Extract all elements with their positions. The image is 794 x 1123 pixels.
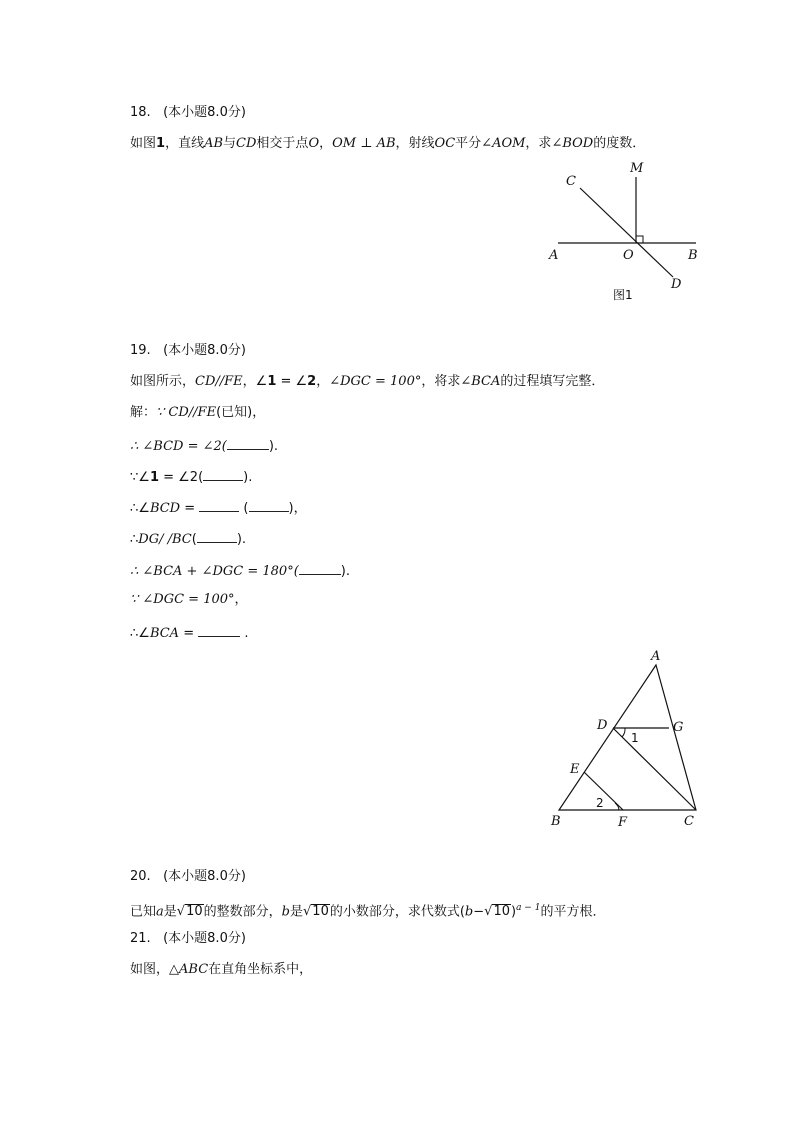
- text-run: ，直线: [165, 136, 205, 151]
- text-run: 如图所示，: [130, 374, 196, 389]
- triangle-abc: [559, 665, 696, 810]
- q20-text-c: 的整数部分，: [203, 904, 282, 920]
- q19-points: (本小题8.0分): [163, 343, 246, 358]
- q20-radicand-1: 10: [186, 904, 203, 920]
- label-a: A: [549, 248, 559, 263]
- q19-step-8: [130, 622, 249, 643]
- answer-blank: [199, 497, 239, 512]
- label-angle-1: 1: [631, 731, 639, 745]
- text-run: ∴: [130, 532, 139, 547]
- q21-header: [130, 930, 246, 948]
- text-run: ∴ ∠BCA + ∠DGC = 180°(: [130, 564, 299, 579]
- text-run: 的度数．: [593, 136, 646, 151]
- label-e: E: [570, 762, 580, 777]
- q20-text-a: 已知: [130, 904, 157, 920]
- answer-blank: [227, 435, 269, 450]
- q19-step-2: [130, 435, 278, 456]
- text-run: (: [191, 532, 197, 547]
- q19-step-5: [130, 528, 246, 549]
- q19-header: [130, 342, 246, 360]
- text-run: )，: [288, 501, 307, 516]
- label-angle-2: 2: [596, 796, 604, 810]
- answer-blank: [198, 622, 240, 637]
- text-run: CD: [236, 136, 257, 151]
- q19-step-3: [130, 466, 252, 487]
- q19-step-4: [130, 497, 307, 518]
- label-a: A: [651, 649, 661, 664]
- text-run: ∠AOM: [481, 136, 526, 151]
- text-run: ，将求: [421, 374, 461, 389]
- text-run: 的过程填写完整．: [500, 374, 605, 389]
- q20-var-b: b: [281, 904, 290, 920]
- text-run: .: [240, 626, 249, 641]
- angle-1-arc: [622, 728, 625, 737]
- q18-points: (本小题8.0分): [163, 105, 246, 120]
- label-f: F: [618, 815, 628, 830]
- text-run: △ABC: [169, 962, 209, 977]
- text-run: ∠DGC = 100°: [329, 374, 422, 389]
- text-run: ，: [234, 592, 248, 607]
- q21-stem: [130, 961, 312, 979]
- text-run: 如图: [130, 136, 157, 151]
- text-run: ).: [243, 470, 253, 485]
- q21-number: 21.: [130, 931, 151, 946]
- text-run: ，: [319, 136, 333, 151]
- q20-radicand-3: 10: [493, 904, 510, 920]
- label-g: G: [673, 720, 684, 735]
- q20-header: [130, 868, 246, 886]
- answer-blank: [299, 560, 341, 575]
- segment-dc: [613, 728, 696, 810]
- answer-blank: [249, 497, 289, 512]
- text-run: ∵ CD//FE: [156, 405, 217, 420]
- text-run: (: [239, 501, 249, 516]
- text-run: = ∠: [276, 374, 308, 389]
- q20-var-a: a: [156, 904, 164, 920]
- q20-text-e: 的小数部分，求代数式(: [329, 904, 465, 920]
- text-run: BCA: [149, 626, 180, 641]
- q20-stem: [130, 899, 605, 921]
- text-run: AB: [204, 136, 224, 151]
- text-run: DG/ /BC: [138, 532, 192, 547]
- text-run: ∴∠: [130, 626, 150, 641]
- text-run: ∴∠: [130, 501, 150, 516]
- q18-number: 18.: [130, 105, 151, 120]
- text-run: ∵∠: [130, 470, 150, 485]
- sqrt-10-first: √10: [176, 904, 203, 920]
- text-run: (已知)，: [216, 405, 266, 420]
- q20-radicand-2: 10: [312, 904, 329, 920]
- text-run: ∠BOD: [551, 136, 594, 151]
- text-run: 1: [267, 374, 277, 389]
- text-run: =: [179, 626, 199, 641]
- q20-text-d: 是: [289, 904, 303, 920]
- q18-figure: [540, 155, 710, 305]
- q19-figure: [545, 645, 705, 835]
- q19-step-1: [130, 404, 265, 422]
- q20-text-f: 的平方根．: [540, 904, 606, 920]
- q19-step-6: [130, 560, 350, 581]
- text-run: ).: [236, 532, 247, 547]
- q19-number: 19.: [130, 343, 151, 358]
- q19-step-7: [130, 591, 248, 609]
- q19-stem: [130, 373, 604, 391]
- text-run: 平分: [455, 136, 482, 151]
- label-c: C: [684, 814, 694, 829]
- text-run: 2: [307, 374, 317, 389]
- text-run: ).: [340, 564, 350, 579]
- text-run: =: [180, 501, 200, 516]
- label-c: C: [566, 174, 576, 189]
- text-run: ，: [316, 374, 330, 389]
- text-run: 1: [156, 136, 166, 151]
- text-run: ，求: [525, 136, 552, 151]
- answer-blank: [203, 466, 243, 481]
- text-run: ，射线: [395, 136, 435, 151]
- text-run: 相交于点: [256, 136, 309, 151]
- q20-text-b: 是: [163, 904, 177, 920]
- text-run: 在直角坐标系中，: [208, 962, 313, 977]
- text-run: OM ⊥ AB: [332, 136, 396, 151]
- line-cd: [580, 188, 673, 277]
- q18-stem: [130, 135, 645, 153]
- label-o: O: [623, 248, 634, 263]
- label-b: B: [688, 248, 698, 263]
- q20-minus: −: [473, 904, 485, 920]
- text-run: ∠BCA: [460, 374, 501, 389]
- text-run: 1: [149, 470, 159, 485]
- q20-expr-b: b: [464, 904, 474, 920]
- text-run: 如图，: [130, 962, 170, 977]
- text-run: ，∠: [242, 374, 268, 389]
- text-run: OC: [434, 136, 456, 151]
- sqrt-10-second: √10: [303, 904, 329, 920]
- text-run: = ∠2(: [158, 470, 204, 485]
- text-run: CD//FE: [195, 374, 243, 389]
- q21-points: (本小题8.0分): [163, 931, 246, 946]
- label-d: D: [671, 277, 682, 292]
- answer-blank: [197, 528, 237, 543]
- q20-exponent: a − 1: [516, 903, 541, 913]
- figure-caption: 图1: [613, 288, 633, 302]
- q20-points: (本小题8.0分): [163, 869, 246, 884]
- text-run: BCD: [149, 501, 181, 516]
- sqrt-10-third: √10: [484, 904, 510, 920]
- text-run: O: [308, 136, 320, 151]
- text-run: ).: [268, 439, 279, 454]
- q18-header: [130, 104, 246, 122]
- text-run: ∵ ∠DGC = 100°: [130, 592, 235, 607]
- label-d: D: [597, 718, 608, 733]
- label-m: M: [630, 161, 644, 176]
- text-run: 与: [223, 136, 237, 151]
- text-run: 解：: [130, 405, 157, 420]
- q20-number: 20.: [130, 869, 151, 884]
- label-b: B: [551, 814, 561, 829]
- q20-close-paren: ): [511, 904, 517, 920]
- text-run: ∴ ∠BCD = ∠2(: [130, 439, 227, 454]
